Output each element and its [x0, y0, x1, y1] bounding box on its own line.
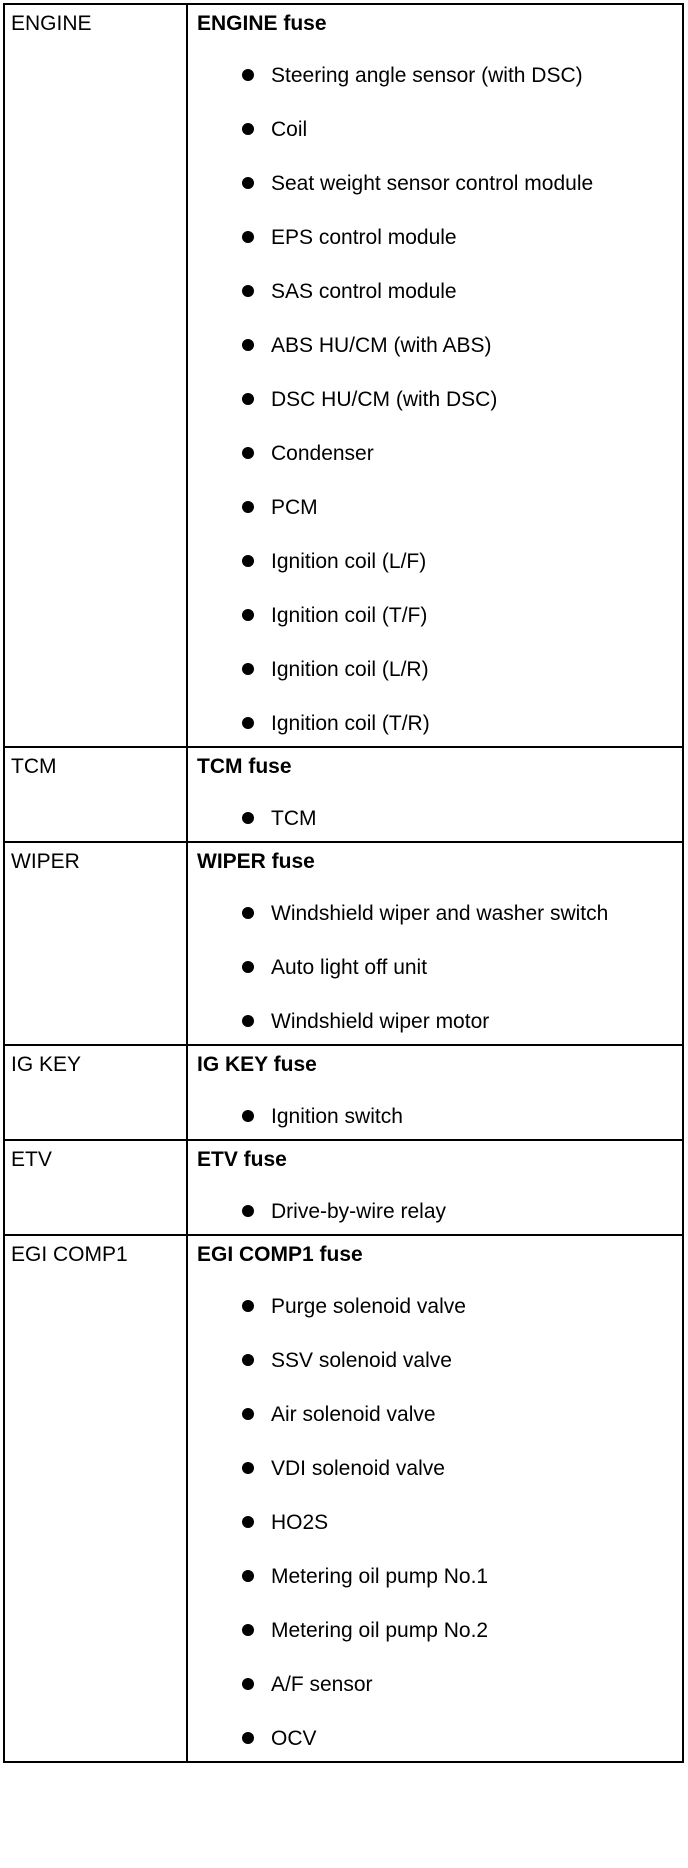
bullet-icon [242, 1205, 254, 1217]
list-item [197, 1007, 682, 1036]
fuse-name-cell [4, 1140, 187, 1235]
fuse-row [4, 1140, 683, 1235]
bullet-icon [242, 907, 254, 919]
list-item [197, 1102, 682, 1131]
list-item [197, 115, 682, 144]
bullet-icon [242, 609, 254, 621]
list-item-label: SSV solenoid valve [271, 1349, 452, 1372]
list-item-label: Windshield wiper motor [271, 1010, 490, 1033]
list-item [197, 1670, 682, 1699]
list-item-label: HO2S [271, 1511, 329, 1534]
list-item [197, 1508, 682, 1537]
list-item [197, 1454, 682, 1483]
list-item-label: DSC HU/CM (with DSC) [271, 388, 498, 411]
list-item-label: Ignition switch [271, 1105, 403, 1128]
list-item [197, 169, 682, 198]
fuse-item-list [197, 61, 682, 738]
fuse-items-cell [187, 1140, 683, 1235]
fuse-title: ETV fuse [197, 1148, 287, 1171]
list-item-label: A/F sensor [271, 1673, 373, 1696]
bullet-icon [242, 812, 254, 824]
fuse-row [4, 1235, 683, 1762]
list-item [197, 61, 682, 90]
bullet-icon [242, 1516, 254, 1528]
list-item [197, 493, 682, 522]
fuse-items-cell [187, 1235, 683, 1762]
list-item-label: Steering angle sensor (with DSC) [271, 64, 583, 87]
list-item [197, 709, 682, 738]
list-item [197, 1292, 682, 1321]
bullet-icon [242, 69, 254, 81]
fuse-table [3, 3, 684, 1763]
fuse-name-cell [4, 1235, 187, 1762]
fuse-name: ETV [11, 1148, 52, 1171]
list-item-label: Metering oil pump No.1 [271, 1565, 489, 1588]
fuse-name-cell [4, 842, 187, 1045]
fuse-name: TCM [11, 755, 57, 778]
list-item [197, 1197, 682, 1226]
list-item-label: Seat weight sensor control module [271, 172, 594, 195]
list-item-label: Ignition coil (T/R) [271, 712, 430, 735]
list-item-label: TCM [271, 807, 317, 830]
list-item-label: PCM [271, 496, 318, 519]
fuse-items-cell [187, 4, 683, 747]
fuse-name-cell [4, 1045, 187, 1140]
list-item [197, 601, 682, 630]
bullet-icon [242, 1300, 254, 1312]
bullet-icon [242, 1624, 254, 1636]
list-item-label: Air solenoid valve [271, 1403, 436, 1426]
fuse-title: IG KEY fuse [197, 1053, 317, 1076]
bullet-icon [242, 1678, 254, 1690]
list-item [197, 1562, 682, 1591]
bullet-icon [242, 339, 254, 351]
list-item-label: Drive-by-wire relay [271, 1200, 447, 1223]
list-item-label: Ignition coil (L/R) [271, 658, 429, 681]
fuse-item-list [197, 1102, 682, 1131]
fuse-title: ENGINE fuse [197, 12, 327, 35]
list-item [197, 1400, 682, 1429]
list-item-label: Condenser [271, 442, 374, 465]
list-item-label: Ignition coil (L/F) [271, 550, 427, 573]
fuse-items-cell [187, 842, 683, 1045]
bullet-icon [242, 555, 254, 567]
bullet-icon [242, 231, 254, 243]
fuse-row [4, 842, 683, 1045]
bullet-icon [242, 1354, 254, 1366]
list-item [197, 547, 682, 576]
list-item-label: Metering oil pump No.2 [271, 1619, 489, 1642]
bullet-icon [242, 1462, 254, 1474]
list-item-label: Auto light off unit [271, 956, 428, 979]
bullet-icon [242, 501, 254, 513]
fuse-item-list [197, 1197, 682, 1226]
bullet-icon [242, 717, 254, 729]
bullet-icon [242, 663, 254, 675]
fuse-name: EGI COMP1 [11, 1243, 128, 1266]
list-item [197, 1724, 682, 1753]
fuse-name-cell [4, 747, 187, 842]
fuse-row [4, 1045, 683, 1140]
list-item [197, 385, 682, 414]
list-item [197, 439, 682, 468]
bullet-icon [242, 285, 254, 297]
bullet-icon [242, 961, 254, 973]
fuse-item-list [197, 1292, 682, 1753]
list-item-label: Ignition coil (T/F) [271, 604, 428, 627]
fuse-table-body [4, 4, 683, 1762]
list-item-label: Windshield wiper and washer switch [271, 902, 609, 925]
bullet-icon [242, 1408, 254, 1420]
bullet-icon [242, 1732, 254, 1744]
bullet-icon [242, 393, 254, 405]
list-item [197, 804, 682, 833]
bullet-icon [242, 1570, 254, 1582]
fuse-item-list [197, 899, 682, 1036]
list-item [197, 223, 682, 252]
list-item [197, 1346, 682, 1375]
fuse-title: WIPER fuse [197, 850, 315, 873]
list-item [197, 1616, 682, 1645]
fuse-name: WIPER [11, 850, 80, 873]
fuse-row [4, 4, 683, 747]
list-item-label: OCV [271, 1727, 317, 1750]
bullet-icon [242, 447, 254, 459]
bullet-icon [242, 177, 254, 189]
fuse-item-list [197, 804, 682, 833]
list-item [197, 331, 682, 360]
list-item-label: Purge solenoid valve [271, 1295, 466, 1318]
list-item [197, 277, 682, 306]
bullet-icon [242, 123, 254, 135]
fuse-name: IG KEY [11, 1053, 82, 1076]
fuse-name: ENGINE [11, 12, 92, 35]
list-item-label: VDI solenoid valve [271, 1457, 445, 1480]
bullet-icon [242, 1015, 254, 1027]
fuse-row [4, 747, 683, 842]
list-item-label: EPS control module [271, 226, 457, 249]
list-item-label: SAS control module [271, 280, 457, 303]
fuse-name-cell [4, 4, 187, 747]
fuse-items-cell [187, 747, 683, 842]
list-item-label: ABS HU/CM (with ABS) [271, 334, 492, 357]
list-item [197, 899, 682, 928]
fuse-title: EGI COMP1 fuse [197, 1243, 363, 1266]
fuse-title: TCM fuse [197, 755, 292, 778]
list-item-label: Coil [271, 118, 308, 141]
fuse-items-cell [187, 1045, 683, 1140]
bullet-icon [242, 1110, 254, 1122]
list-item [197, 953, 682, 982]
list-item [197, 655, 682, 684]
